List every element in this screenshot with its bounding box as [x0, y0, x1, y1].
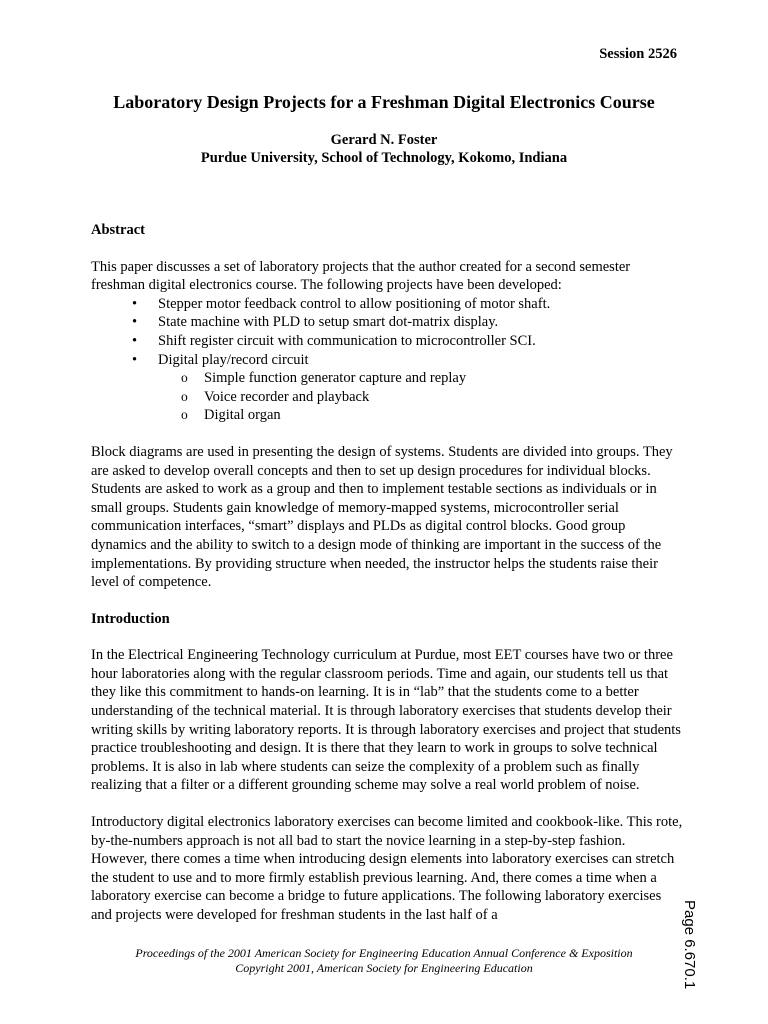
author-affiliation: Purdue University, School of Technology, Kokomo, Indiana	[200, 150, 568, 166]
list-item: o Voice recorder and playback	[91, 388, 683, 407]
abstract-intro: This paper discusses a set of laboratory projects that the author created for a second semester freshman digital electronics course. The following projects have been developed:	[91, 258, 631, 294]
play-record-sublist	[91, 369, 683, 425]
introduction-paragraph: Introductory digital electronics laboratory exercises can become limited and cookbook-like. This rote, by-the-numbers approach is not all bad to start the novice learning in a step-by-step fashion. However, there comes a time when introducing design elements into laboratory exercises can stretch the student to use and to more firmly establish previous learning. And, there comes a time when a laboratory exercise can become a bridge to future applications. The following laboratory exercises and projects were developed for freshman students in the last half of a	[91, 814, 683, 923]
author-name: Gerard N. Foster	[330, 132, 438, 148]
introduction-paragraph: In the Electrical Engineering Technology curriculum at Purdue, most EET courses have two or three hour laboratories along with the regular classroom periods. Time and again, our students tell us that they like this commitment to hands-on learning. It is in “lab” that the students come to a better understanding of the technical material. It is through laboratory exercises that students develop their writing skills by writing laboratory reports. It is through laboratory exercises and project that students practice troubleshooting and design. It is there that they learn to work in groups to solve technical problems. It is also in lab where students can seize the complexity of a problem such as finally realizing that a filter or a different grounding scheme may solve a real world problem of noise.	[91, 647, 681, 794]
list-item: • State machine with PLD to setup smart dot-matrix display.	[91, 313, 683, 332]
abstract-heading: Abstract	[91, 222, 145, 238]
paper-title: Laboratory Design Projects for a Freshman Digital Electronics Course	[113, 92, 655, 112]
list-item: • Digital play/record circuit	[91, 351, 683, 370]
footer-copyright: Copyright 2001, American Society for Engineering Education	[235, 961, 533, 975]
introduction-heading: Introduction	[91, 610, 170, 627]
page-number: Page 6.670.1	[681, 900, 698, 990]
author-block	[0, 131, 768, 167]
list-item: o Simple function generator capture and replay	[91, 369, 683, 388]
session-number: Session 2526	[599, 46, 677, 62]
paper-body	[91, 221, 683, 925]
list-item: • Shift register circuit with communication to microcontroller SCI.	[91, 332, 683, 351]
project-list	[91, 295, 683, 369]
footer-proceedings: Proceedings of the 2001 American Society for Engineering Education Annual Conference & Exposition	[135, 946, 633, 960]
footer	[0, 946, 768, 976]
abstract-paragraph: Block diagrams are used in presenting the design of systems. Students are divided into groups. They are asked to develop overall concepts and then to set up design procedures for individual blocks. Students are asked to work as a group and then to implement testable sections as individuals or in small groups. Students gain knowledge of memory-mapped systems, microcontroller serial communication interfaces, “smart” displays and PLDs as digital control blocks. Good group dynamics and the ability to switch to a design mode of thinking are important in the success of the implementations. By providing structure when needed, the instructor helps the students raise their level of competence.	[91, 443, 673, 591]
list-item: • Stepper motor feedback control to allow positioning of motor shaft.	[91, 295, 683, 314]
list-item: o Digital organ	[91, 406, 683, 425]
